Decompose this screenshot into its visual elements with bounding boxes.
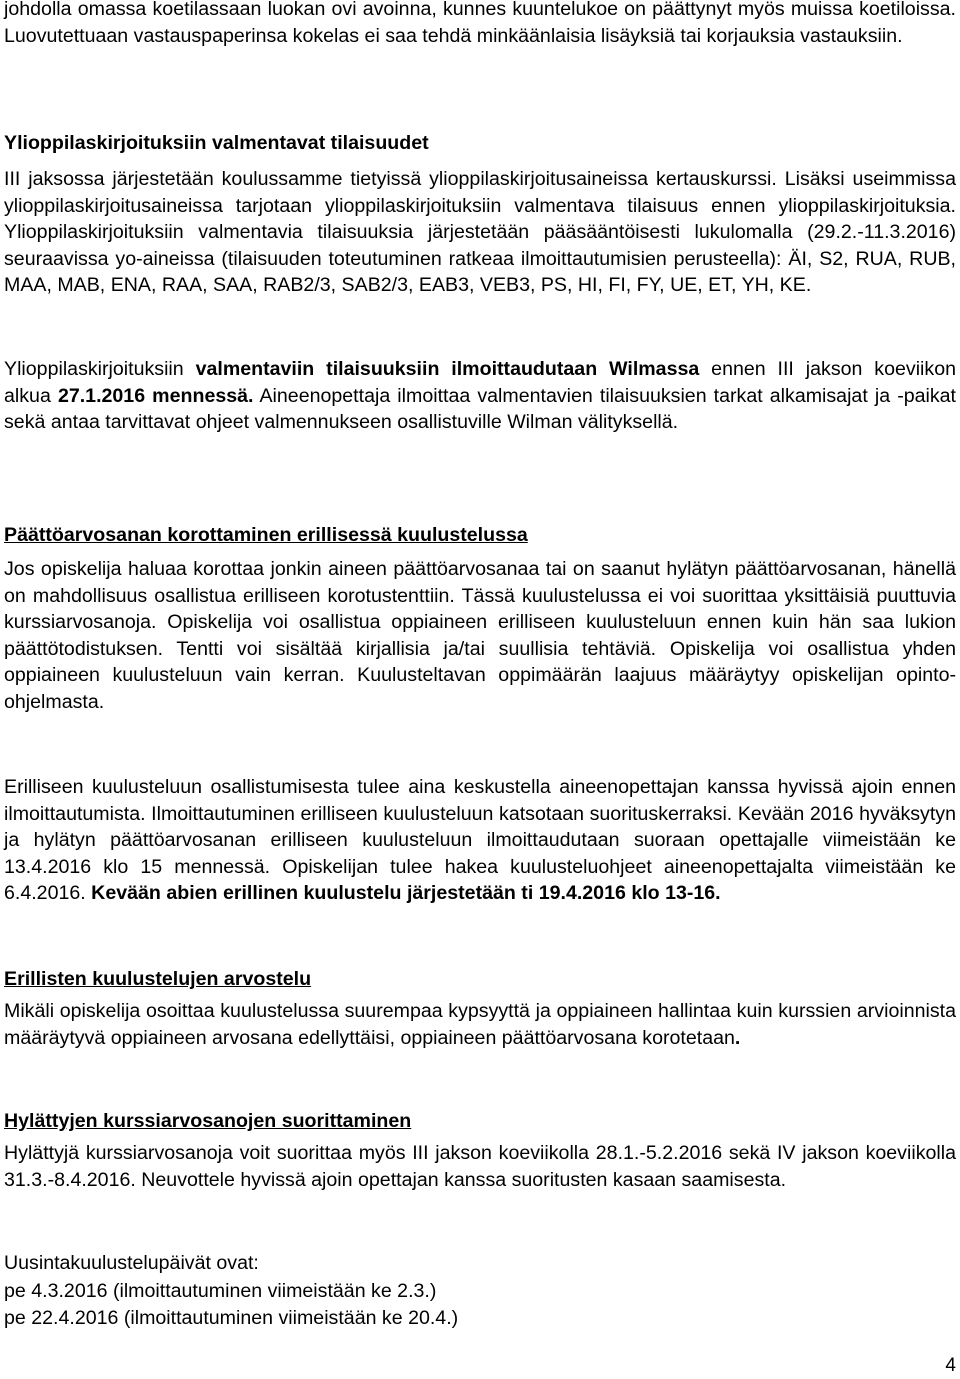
- bold-exam-date: Kevään abien erillinen kuulustelu järjestetään ti 19.4.2016 klo 13-16.: [91, 882, 721, 904]
- heading-valmentavat: Ylioppilaskirjoituksiin valmentavat tilaisuudet: [4, 132, 429, 154]
- paragraph-korottaminen-1: Jos opiskelija haluaa korottaa jonkin aineen päättöarvosanaa tai on saanut hylätyn päättöarvosanan, hänellä on mahdollisuus osallistua erilliseen korotustenttiin. Tässä kuulustelussa ei voi suorittaa yksittäisiä puuttuvia kurssiarvosanoja. Opiskelija voi osallistua oppiaineen erilliseen kuulusteluun ennen kuin hän saa lukion päättötodistuksen. Tentti voi sisältää kirjallisia ja/tai suullisia tehtäviä. Opiskelija voi osallistua yhden oppiaineen kuulusteluun vain kerran. Kuulusteltavan oppimäärän laajuus määräytyy opiskelijan opinto-ohjelmasta.: [4, 558, 956, 713]
- heading-arvostelu: Erillisten kuulustelujen arvostelu: [4, 968, 312, 990]
- text-span: ennen III jakson koeviikon alkua: [4, 358, 956, 407]
- paragraph-valmentavat-2: [4, 356, 956, 436]
- heading-hylattyjen: Hylättyjen kurssiarvosanojen suorittaminen: [4, 1110, 412, 1132]
- text-span: Erilliseen kuulusteluun osallistumisesta tulee aina keskustella aineenopettajan kanssa hyvissä ajoin ennen ilmoittautumista. Ilmoittautuminen erilliseen kuulusteluun katsotaan suorituskerraksi. Kevään 2016 hyväksytyn ja hylätyn päättöarvosanan erilliseen kuulusteluun ilmoittaudutaan suoraan opettajalle viimeistään ke 13.4.2016 klo 15 mennessä. Opiskelijan tulee hakea kuulusteluohjeet aineenopettajalta viimeistään ke 6.4.2016.: [4, 776, 956, 904]
- retake-date-2: pe 22.4.2016 (ilmoittautuminen viimeistään ke 20.4.): [4, 1307, 459, 1329]
- text-span: Aineenopettaja ilmoittaa valmentavien tilaisuuksien tarkat alkamisajat ja -paikat sekä antaa tarvittavat ohjeet valmennukseen osallistuville Wilman välityksellä.: [4, 384, 957, 433]
- intro-paragraph: johdolla omassa koetilassaan luokan ovi avoinna, kunnes kuuntelukoe on päättynyt myös muissa koetiloissa. Luovutettuaan vastauspaperinsa kokelas ei saa tehdä minkäänlaisia lisäyksiä tai korjauksia vastauksiin.: [4, 0, 956, 47]
- bold-period: .: [734, 1026, 741, 1049]
- heading-korottaminen: Päättöarvosanan korottaminen erillisessä kuulustelussa: [4, 524, 528, 546]
- paragraph-valmentavat-1: III jaksossa järjestetään koulussamme tietyissä ylioppilaskirjoitusaineissa kertauskurssi. Lisäksi useimmissa ylioppilaskirjoitusaineissa tarjotaan ylioppilaskirjoituksiin valmentava tilaisuus ennen ylioppilaskirjoituksia. Ylioppilaskirjoituksiin valmentavia tilaisuuksia järjestetään pääsääntöisesti lukulomalla (29.2.-11.3.2016) seuraavissa yo-aineissa (tilaisuuden toteutuminen ratkeaa ilmoittautumisien perusteella): ÄI, S2, RUA, RUB, MAA, MAB, ENA, RAA, SAA, RAB2/3, SAB2/3, EAB3, VEB3, PS, HI, FI, FY, UE, ET, YH, KE.: [4, 168, 956, 296]
- retake-dates-label: Uusintakuulustelupäivät ovat:: [4, 1252, 259, 1274]
- text-span: Ylioppilaskirjoituksiin: [4, 358, 196, 380]
- bold-date: 27.1.2016 mennessä.: [57, 384, 254, 407]
- text-span: Mikäli opiskelija osoittaa kuulustelussa suurempaa kypsyyttä ja oppiaineen hallintaa kuin kurssien arvioinnista määräytyvä oppiaineen arvosana edellyttäisi, oppiaineen päättöarvosana korotetaan: [4, 1000, 956, 1049]
- paragraph-hylattyjen: Hylättyjä kurssiarvosanoja voit suorittaa myös III jakson koeviikolla 28.1.-5.2.2016 sekä IV jakson koeviikolla 31.3.-8.4.2016. Neuvottele hyvissä ajoin opettajan kanssa suoritusten kasaan saamisesta.: [4, 1142, 956, 1191]
- page-number: 4: [945, 1355, 956, 1376]
- paragraph-korottaminen-2: [4, 774, 956, 907]
- paragraph-arvostelu: [4, 998, 956, 1051]
- bold-text: valmentaviin tilaisuuksiin ilmoittaudutaan Wilmassa: [195, 358, 700, 380]
- retake-date-1: pe 4.3.2016 (ilmoittautuminen viimeistään ke 2.3.): [4, 1280, 437, 1302]
